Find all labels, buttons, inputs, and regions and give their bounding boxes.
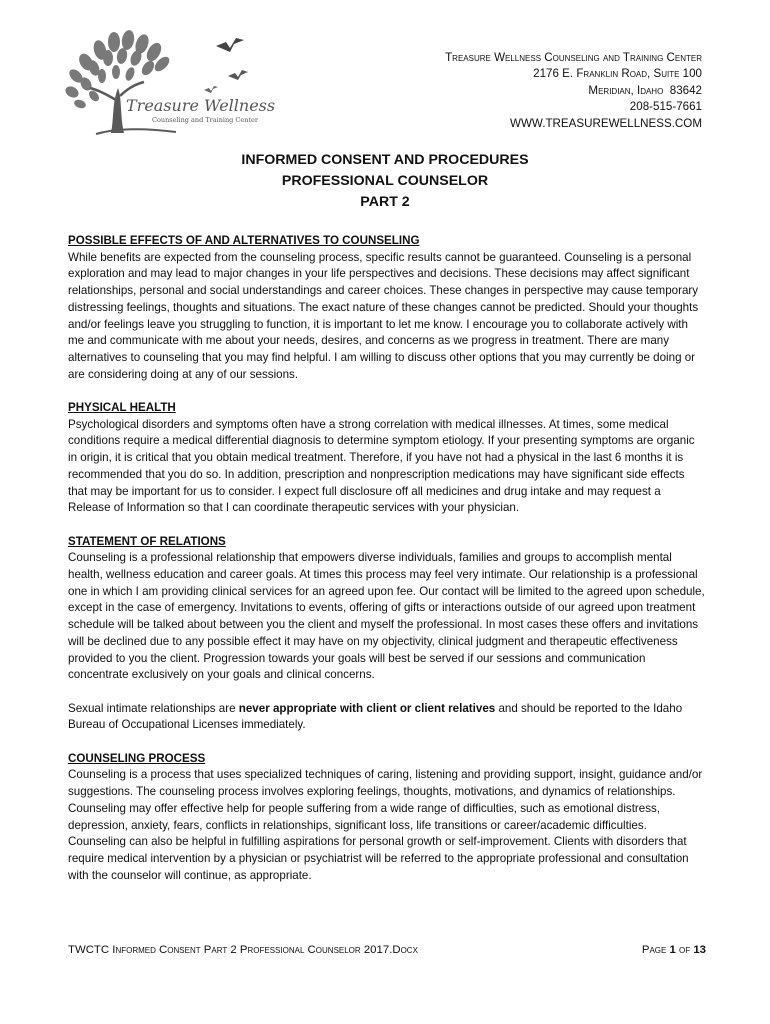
footer-doc-name: TWCTC Informed Consent Part 2 Professional Counselor 2017.Docx	[68, 944, 418, 956]
page-number	[642, 944, 706, 956]
section-heading: PHYSICAL HEALTH	[68, 401, 176, 415]
document-body	[68, 233, 706, 901]
section-heading: STATEMENT OF RELATIONS	[68, 534, 226, 548]
of-word: of	[679, 944, 691, 956]
section-paragraph: Counseling is a process that uses specialized techniques of caring, listening and providing support, insight, guidance and/or suggestions. The counseling process involves exploring feelings, thoughts, motivations, and dynamics of relationships. Counseling may offer effective help for people suffering from a wide range of difficulties, such as emotional distress, depression, anxiety, fears, conflicts in relationships, significant loss, life transitions or career/academic difficulties. Counseling can also be helpful in fulfilling aspirations for personal growth or self-improvement. Clients with disorders that require medical intervention by a physician or psychiatrist will be referred to the appropriate professional and consultation with the counselor will continue, as appropriate.	[68, 768, 703, 882]
logo-name: Treasure Wellness	[126, 96, 276, 115]
org-name: Treasure Wellness Counseling and Training Center	[445, 51, 702, 64]
org-city: Meridian, Idaho 83642	[588, 83, 702, 97]
treasure-wellness-logo	[56, 28, 276, 140]
sexual-relationships-note	[68, 701, 706, 734]
section-counseling-process	[68, 751, 706, 885]
section-effects	[68, 233, 706, 383]
note-text-pre: Sexual intimate relationships are	[68, 701, 239, 715]
section-heading: POSSIBLE EFFECTS OF AND ALTERNATIVES TO COUNSELING	[68, 234, 420, 247]
org-website: WWW.TREASUREWELLNESS.COM	[510, 116, 702, 130]
section-paragraph: Counseling is a professional relationship that empowers diverse individuals, families and groups to accomplish mental health, wellness education and career goals. At times this process may feel very intimate. Our relationship is a professional one in which I am providing clinical services for an agreed upon fee. Our contact will be limited to the agreed upon schedule, except in the case of emergency. Invitations to events, offering of gifts or interactions outside of our agreed upon treatment schedule will be talked about between you the client and myself the professional. In most cases these offers and invitations will be declined due to any possible effect it may have on my objectivity, clinical judgment and therapeutic effectiveness provided to you the client. Progression towards your goals will best be served if our sessions and communication concentrate exclusively on your goals and clinical concerns.	[68, 551, 705, 682]
section-paragraph: Psychological disorders and symptoms often have a strong correlation with medical illnesses. At times, some medical conditions require a medical differential diagnosis to determine symptom etiology. If your presenting symptoms are organic in origin, it is critical that you obtain medical treatment. Therefore, if you have not had a physical in the last 6 months it is recommended that you do so. In addition, prescription and nonprescription medications may have significant side effects that may be important for us to consider. I expect full disclosure off all medicines and drug intake and may request a Release of Information so that I can coordinate therapeutic services with your physician.	[68, 417, 695, 515]
note-paragraph	[68, 701, 706, 734]
page-total: 13	[693, 944, 706, 956]
note-text-bold: never appropriate with client or client relatives	[238, 701, 496, 715]
section-relations	[68, 534, 706, 684]
section-heading: COUNSELING PROCESS	[68, 751, 206, 765]
page-current: 1	[669, 944, 676, 956]
page-footer	[68, 944, 706, 956]
section-physical-health	[68, 400, 706, 517]
org-phone: 208-515-7661	[629, 100, 702, 114]
letterhead-address	[445, 50, 702, 132]
document-title	[0, 150, 770, 213]
page-word: Page	[641, 944, 667, 956]
title-line-3: PART 2	[360, 194, 410, 210]
title-line-2: PROFESSIONAL COUNSELOR	[281, 173, 489, 189]
title-line-1: INFORMED CONSENT AND PROCEDURES	[241, 152, 529, 168]
section-paragraph: While benefits are expected from the counseling process, specific results cannot be guaranteed. Counseling is a personal exploration and may lead to major changes in your life perspectives and decisions. These decisions may affect significant relationships, personal and social understandings and career choices. These changes in perspective may cause temporary distressing feelings, thoughts and situations. The exact nature of these changes cannot be predicted. Should your thoughts and/or feelings leave you struggling to function, it is important to let me know. I encourage you to collaborate actively with me and communicate with me about your needs, desires, and concerns as we progress in treatment. There are many alternatives to counseling that you may find helpful. I am willing to discuss other options that you may currently be doing or are considering doing at any of our sessions.	[68, 250, 699, 381]
logo-tagline: Counseling and Training Center	[152, 116, 258, 124]
org-street: 2176 E. Franklin Road, Suite 100	[533, 67, 702, 81]
note-text-post: and should be reported to the Idaho Bureau of Occupational Licenses immediately.	[68, 701, 683, 732]
